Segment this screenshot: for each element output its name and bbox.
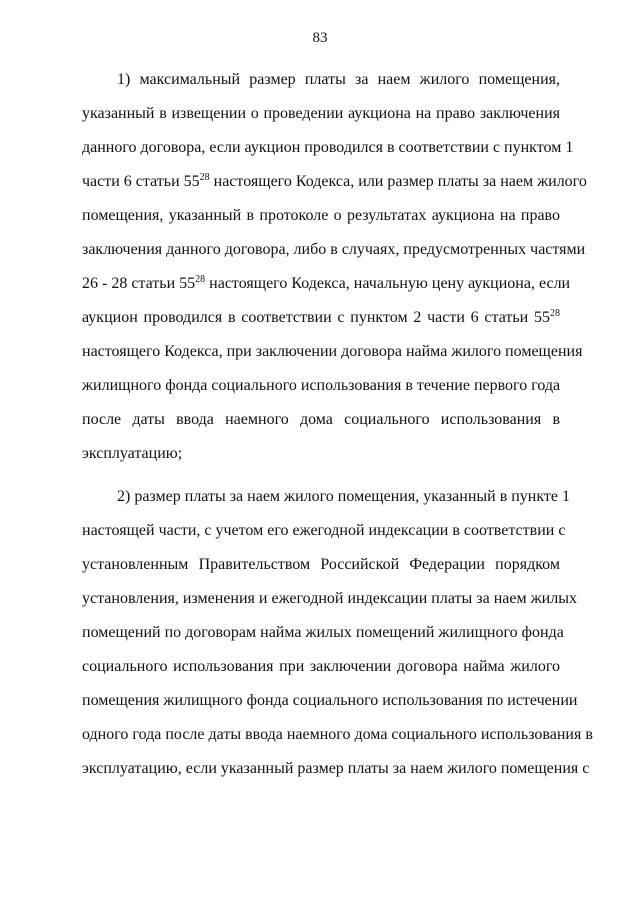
paragraph-2-line: установленным Правительством Российской Федерации порядком: [82, 556, 560, 573]
paragraph-2-line: одного года после даты ввода наемного дома социального использования в: [82, 726, 593, 743]
paragraph-1-line: 26 - 28 статьи $55^{28}$ настоящего Кодекса, начальную цену аукциона, если: [82, 274, 571, 292]
paragraph-1-line: данного договора, если аукцион проводился в соответствии с пунктом 1: [82, 139, 574, 156]
paragraph-2-line: 2) размер платы за наем жилого помещения, указанный в пункте 1: [117, 488, 571, 505]
paragraph-1-line: после даты ввода наемного дома социального использования в: [82, 411, 560, 428]
paragraph-2-line: настоящей части, с учетом его ежегодной индексации в соответствии с: [82, 522, 566, 539]
paragraph-1-line: аукцион проводился в соответствии с пунктом 2 части 6 статьи $55^{28}$: [82, 308, 560, 326]
superscript: 28: [550, 308, 560, 319]
superscript: 28: [199, 172, 210, 183]
paragraph-1-line: 1) максимальный размер платы за наем жилого помещения,: [117, 71, 560, 88]
superscript: 28: [195, 274, 206, 285]
paragraph-2-line: эксплуатацию, если указанный размер платы за наем жилого помещения с: [82, 760, 590, 777]
paragraph-1-line: настоящего Кодекса, при заключении договора найма жилого помещения: [82, 343, 583, 360]
paragraph-1-line: части 6 статьи $55^{28}$ настоящего Кодекса, или размер платы за наем жилого: [82, 172, 587, 190]
page-number: 83: [312, 30, 328, 46]
paragraph-1-line: эксплуатацию;: [82, 445, 183, 462]
paragraph-2-line: помещения жилищного фонда социального использования по истечении: [82, 692, 578, 709]
paragraph-1-line: заключения данного договора, либо в случаях, предусмотренных частями: [82, 241, 586, 258]
paragraph-1-line: указанный в извещении о проведении аукциона на право заключения: [82, 105, 560, 122]
paragraph-2-line: помещений по договорам найма жилых помещений жилищного фонда: [82, 624, 564, 641]
paragraph-1-line: помещения, указанный в протоколе о результатах аукциона на право: [82, 207, 560, 224]
paragraph-1-line: жилищного фонда социального использования в течение первого года: [82, 377, 561, 394]
paragraph-2-line: социального использования при заключении договора найма жилого: [82, 658, 560, 675]
paragraph-2-line: установления, изменения и ежегодной индексации платы за наем жилых: [82, 590, 577, 607]
